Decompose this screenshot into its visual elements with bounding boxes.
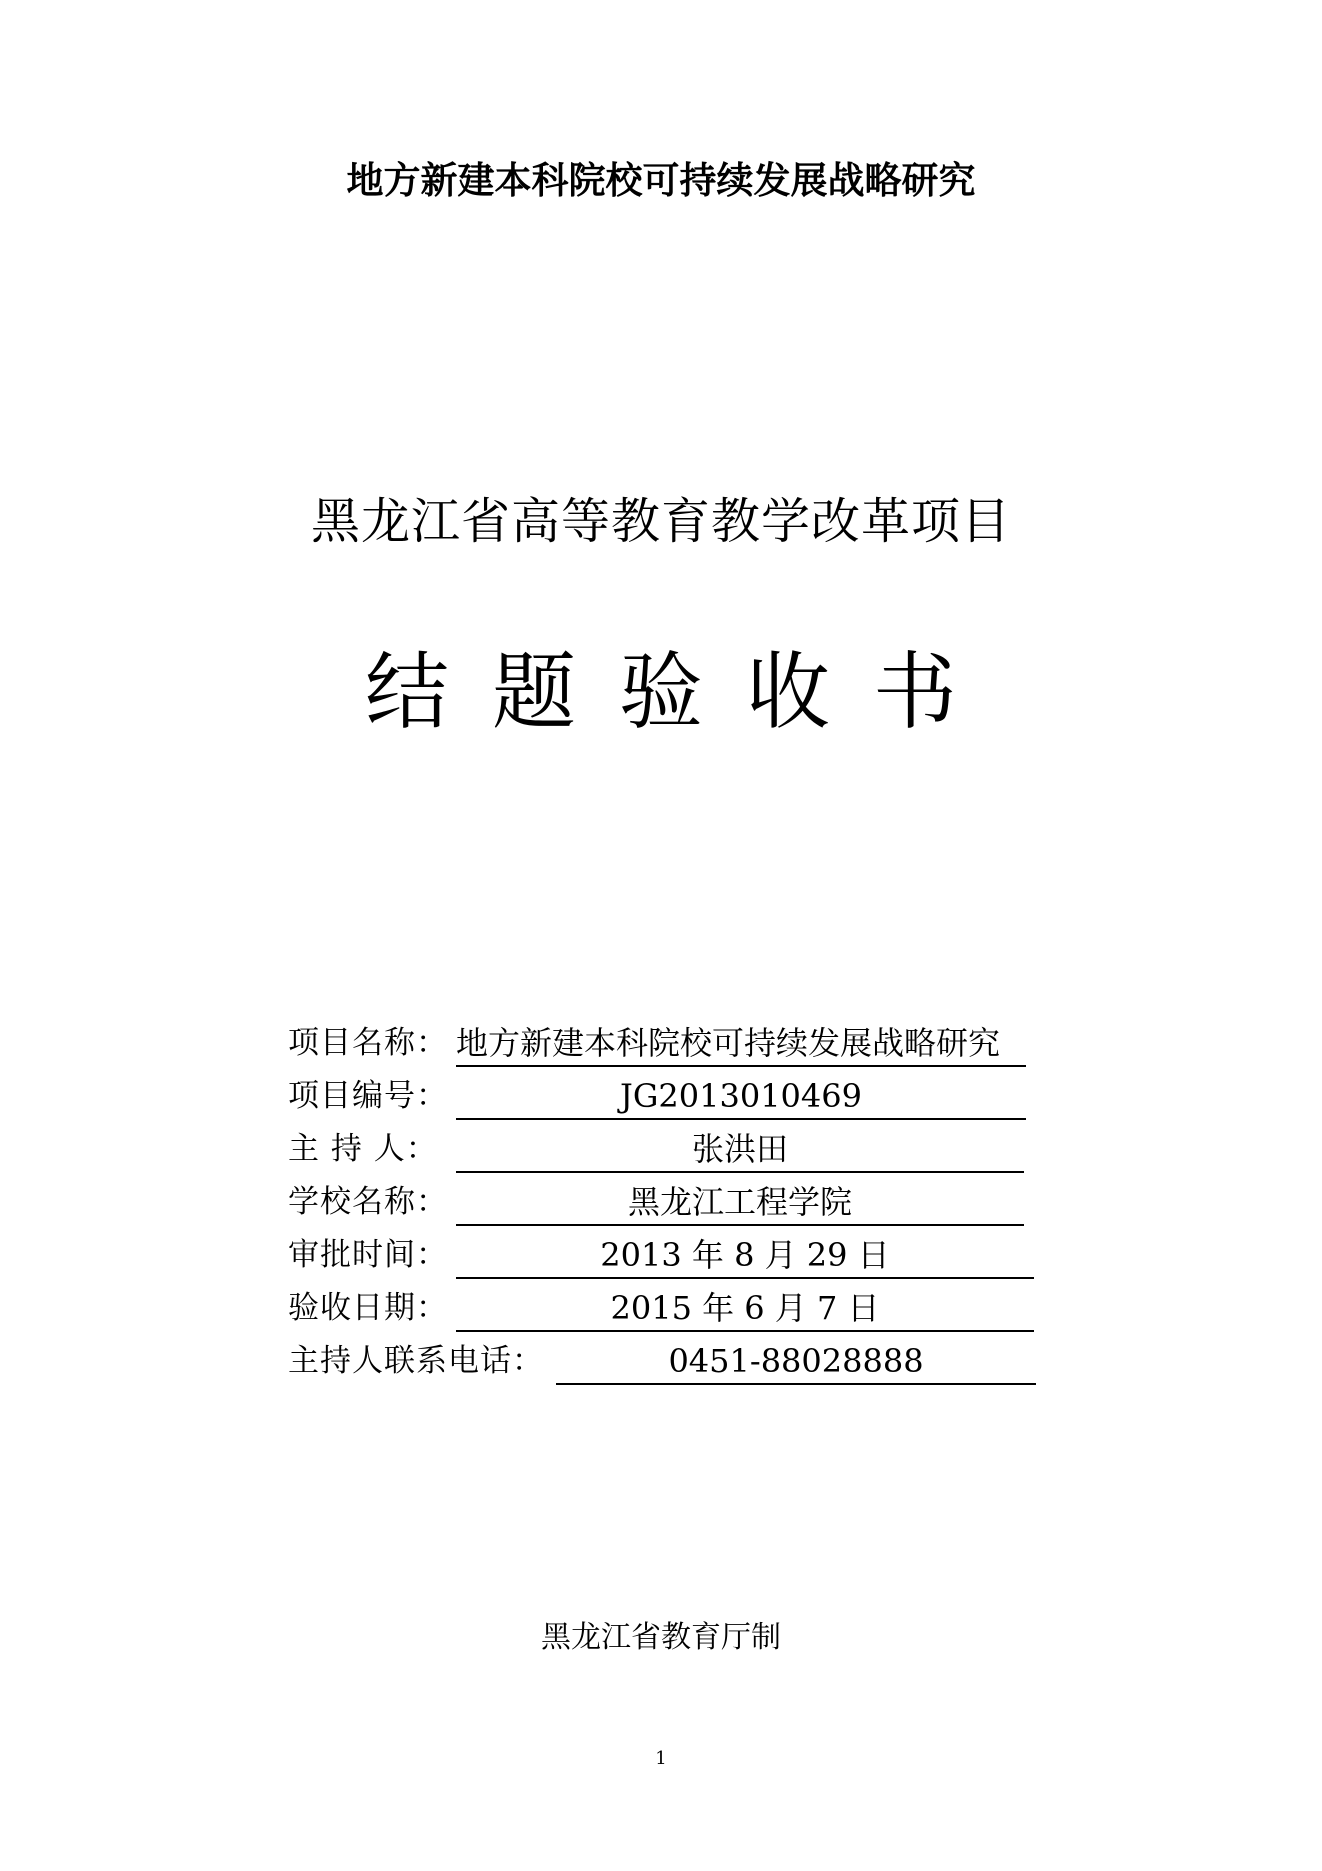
info-row-project-code xyxy=(288,1074,1048,1127)
project-name-label: 项目名称： xyxy=(288,1025,448,1061)
project-code-value: JG2013010469 xyxy=(456,1074,1026,1120)
host-phone-value: 0451-88028888 xyxy=(556,1339,1036,1385)
acceptance-date-label: 验收日期： xyxy=(288,1290,448,1326)
info-row-host xyxy=(288,1127,1048,1180)
info-row-host-phone xyxy=(288,1339,1048,1392)
host-value: 张洪田 xyxy=(456,1127,1024,1173)
school-name-label: 学校名称： xyxy=(288,1184,448,1220)
info-row-school xyxy=(288,1180,1048,1233)
page-number: 1 xyxy=(655,1748,667,1769)
book-title: 结题验收书 xyxy=(364,643,1000,741)
issuer-text: 黑龙江省教育厅制 xyxy=(541,1620,781,1655)
project-code-label: 项目编号： xyxy=(288,1078,448,1114)
info-row-approval-date xyxy=(288,1233,1048,1286)
approval-date-value: 2013 年 8 月 29 日 xyxy=(456,1233,1034,1279)
approval-date-label: 审批时间： xyxy=(288,1237,448,1273)
info-row-project-name xyxy=(288,1021,1048,1074)
document-title: 地方新建本科院校可持续发展战略研究 xyxy=(346,159,976,202)
project-name-value: 地方新建本科院校可持续发展战略研究 xyxy=(456,1021,1026,1067)
project-info-block xyxy=(288,1021,1048,1392)
project-category: 黑龙江省高等教育教学改革项目 xyxy=(310,493,1011,550)
host-phone-label: 主持人联系电话： xyxy=(288,1343,544,1379)
school-name-value: 黑龙江工程学院 xyxy=(456,1180,1024,1226)
acceptance-date-value: 2015 年 6 月 7 日 xyxy=(456,1286,1034,1332)
info-row-acceptance-date xyxy=(288,1286,1048,1339)
host-label: 主 持 人： xyxy=(288,1131,438,1167)
